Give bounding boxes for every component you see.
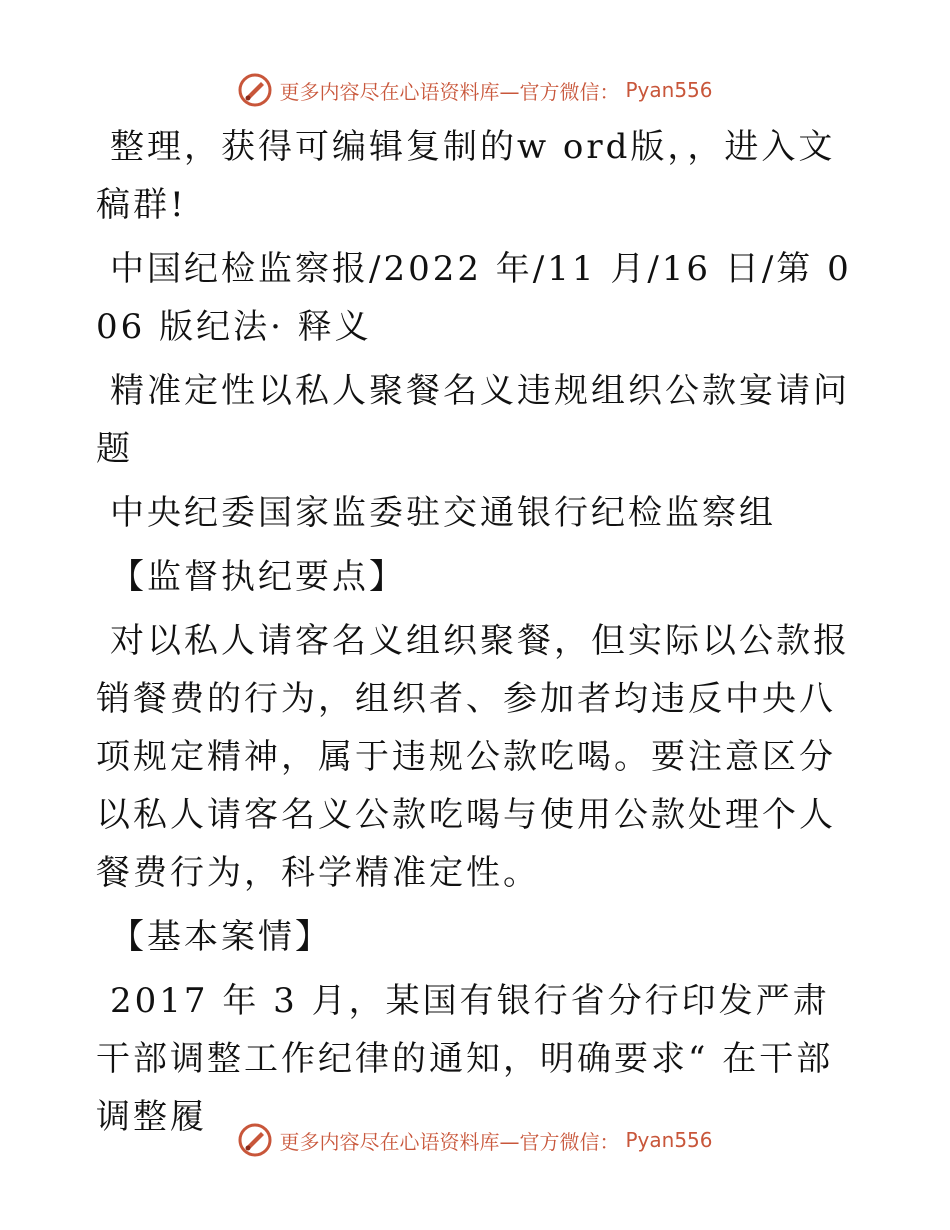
pen-logo-icon [237, 72, 273, 108]
banner-wechat-id: Pyan556 [625, 78, 713, 102]
footer-watermark-banner [0, 1122, 950, 1158]
article-title: 精准定性以私人聚餐名义违规组织公款宴请问题 [96, 371, 850, 469]
pen-logo-icon [237, 1122, 273, 1158]
header-watermark-banner [0, 72, 950, 108]
paragraph-source: 中国纪检监察报/2022 年/11 月/16 日/第 006 版纪法· 释义 [96, 249, 852, 347]
paragraph-case: 2017 年 3 月，某国有银行省分行印发严肃干部调整工作纪律的通知，明确要求“ 在干部调整履 [96, 981, 834, 1137]
banner-wechat-id: Pyan556 [625, 1128, 713, 1152]
banner-text: 更多内容尽在心语资料库—官方微信： [279, 1129, 620, 1154]
document-body [96, 118, 856, 1152]
paragraph-intro: 整理，获得可编辑复制的w ord版，，进入文稿群! [96, 127, 836, 225]
section-heading-key-points: 【监督执纪要点】 [110, 557, 406, 597]
section-heading-case: 【基本案情】 [110, 917, 332, 957]
article-author: 中央纪委国家监委驻交通银行纪检监察组 [110, 493, 776, 533]
paragraph-key-points: 对以私人请客名义组织聚餐，但实际以公款报销餐费的行为，组织者、参加者均违反中央八项规定精神，属于违规公款吃喝。要注意区分以私人请客名义公款吃喝与使用公款处理个人餐费行为，科学精准定性。 [96, 621, 850, 893]
banner-text: 更多内容尽在心语资料库—官方微信： [279, 79, 620, 104]
